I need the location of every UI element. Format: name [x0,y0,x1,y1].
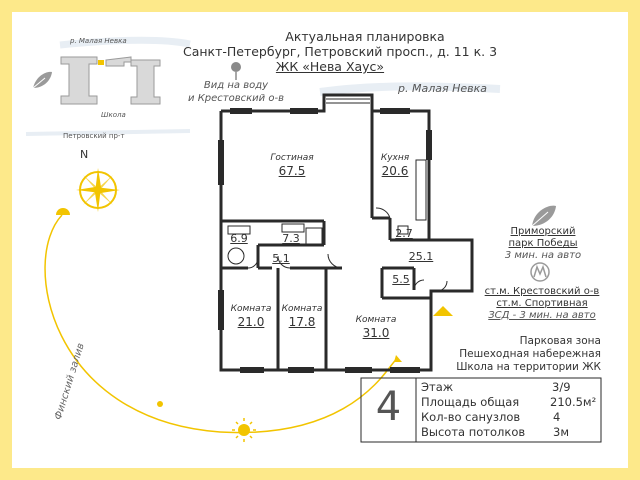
room-3-area: 31.0 [362,326,390,340]
info-row-1-label: Этаж [421,380,454,394]
info-row-3-label: Кол-во санузлов [421,410,521,424]
sun-dot [157,401,163,407]
north-label: N [80,148,89,161]
selected-marker [98,60,104,65]
info-row-2-label: Площадь общая [421,395,520,409]
info-row-2-value: 210.5м² [550,395,597,409]
living-room-area: 67.5 [278,164,306,178]
info-row-4-label: Высота потолков [421,425,526,439]
park-line1: Приморский [510,226,576,237]
river-label: р. Малая Невка [398,82,487,95]
park-leaf-icon [532,206,556,226]
view-line2: и Крестовский о-в [188,93,284,104]
leaf-icon [33,72,52,88]
info-row-1-value: 3/9 [552,380,571,394]
header-line1: Актуальная планировка [285,29,445,44]
kitchen-label: Кухня [380,153,410,163]
bathroom-2-area: 7.3 [282,232,300,245]
sunset-icon [56,208,70,215]
living-room-label: Гостиная [270,153,314,163]
map-school-label: Школа [101,111,126,119]
feature-2: Пешеходная набережная [459,348,601,360]
metro-icon [531,263,549,281]
room-3-label: Комната [355,315,397,325]
building-2 [106,57,131,66]
info-row-3-value: 4 [553,410,561,424]
building-3 [131,60,160,104]
header-address: Санкт-Петербург, Петровский просп., д. 11 к. 3 [182,44,498,59]
feature-1: Парковая зона [519,335,601,347]
map-river-label: р. Малая Невка [70,37,127,45]
header-complex: ЖК «Нева Хаус» [275,59,385,74]
wc-area: 2.7 [395,227,413,240]
entrance-marker-icon [433,306,453,316]
room-2-label: Комната [281,304,323,314]
park-time: 3 мин. на авто [504,250,582,261]
bathroom-1-area: 6.9 [230,232,248,245]
rooms-count: 4 [375,384,402,430]
room-1-area: 21.0 [237,315,265,329]
room-1-label: Комната [230,304,272,314]
building-1 [61,57,97,104]
metro-line1: ст.м. Крестовский о-в [484,286,600,297]
room-2-area: 17.8 [288,315,316,329]
metro-line2: ст.м. Спортивная [496,298,588,309]
sun-icon [232,418,256,442]
sun-arrow-icon [394,355,402,362]
view-line1: Вид на воду [203,80,269,91]
zsd-time: ЗСД - 3 мин. на авто [488,310,596,321]
storage-area: 5.5 [392,273,410,286]
map-street-label: Петровский пр-т [63,132,125,140]
compass-sun-icon [76,168,120,212]
hall-area: 5.1 [272,252,290,265]
gulf-label: Финский залив [53,341,87,422]
park-line2: парк Победы [508,238,578,249]
corridor-area: 25.1 [408,250,434,263]
kitchen-area: 20.6 [381,164,409,178]
feature-3: Школа на территории ЖК [456,361,601,373]
info-row-4-value: 3м [553,425,569,439]
